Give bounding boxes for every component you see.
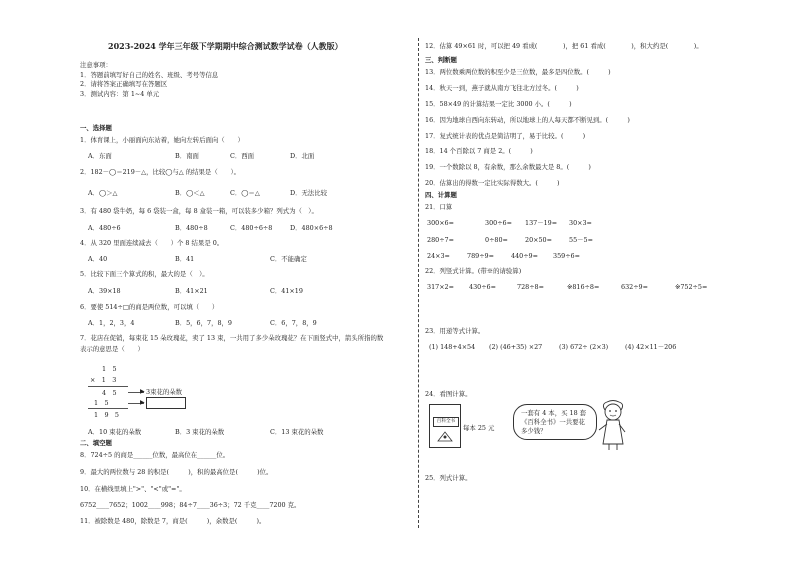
question-11: 11．被除数是 480，除数是 7，商是( )，余数是( )。 xyxy=(80,517,266,525)
option: D．480×6÷8 xyxy=(290,224,333,232)
question-4: 4．从 320 里面连续减去（ ）个 8 结果是 0。 xyxy=(80,239,224,247)
mental-item: 137－19= xyxy=(525,219,558,227)
column-divider xyxy=(418,38,419,528)
option: B．41×21 xyxy=(175,287,208,295)
question-2: 2．182－◯＝219－△，比较◯与△ 的结果是（ ）。 xyxy=(80,168,241,176)
calc-line: × 1 3 xyxy=(90,376,117,384)
calc-rule xyxy=(88,386,128,387)
option: A．480÷6 xyxy=(88,224,121,232)
mental-item: 20×50= xyxy=(525,236,552,244)
option: C．西面 xyxy=(230,152,255,160)
option: B．480÷8 xyxy=(175,224,208,232)
notes-heading: 注意事项： xyxy=(80,61,112,69)
question-9: 9．最大的两位数与 28 的积是( )，积的最高位是( )位。 xyxy=(80,468,273,476)
calc-rule xyxy=(88,408,128,409)
option: D．北面 xyxy=(290,152,315,160)
book-title: 百科全书 xyxy=(433,417,459,427)
option: A．40 xyxy=(88,255,108,263)
bubble-line: 《百科全书》一共要花 xyxy=(521,418,585,426)
girl-icon xyxy=(595,400,631,452)
question-14: 14．秋天一到，燕子就从南方飞往北方过冬。( ) xyxy=(425,84,579,92)
option: B．5，6，7，8，9 xyxy=(175,319,232,327)
stepwise-item: (1) 148+4×54 xyxy=(429,343,476,351)
left-column xyxy=(80,0,410,562)
option: B．41 xyxy=(175,255,195,263)
stepwise-item: (4) 42×11－206 xyxy=(625,343,677,351)
question-24: 24．看图计算。 xyxy=(425,390,472,398)
question-23: 23．用递等式计算。 xyxy=(425,327,485,335)
question-7: 7．花店在促销，每束花 15 朵玫瑰花，卖了 13 束，一共用了多少朵玫瑰花？在下面竖式中，箭头所指的数 xyxy=(80,334,384,342)
question-1: 1．体育课上，小丽面向东站着，她向左转后面向（ ） xyxy=(80,136,244,144)
right-column xyxy=(425,0,765,562)
mental-item: 280÷7= xyxy=(427,236,454,244)
question-6: 6．要使 514÷□的商是两位数，可以填（ ） xyxy=(80,303,219,311)
notes-item: 2．请将答案正确填写在答题区 xyxy=(80,80,168,88)
option: A．39×18 xyxy=(88,287,121,295)
question-3: 3．有 480 袋牛奶，每 6 袋装一盒，每 8 盒装一箱，可以装多少箱？列式为（ ）。 xyxy=(80,207,318,215)
option: C．13 束花的朵数 xyxy=(270,428,324,436)
vertical-item: 430÷6= xyxy=(469,283,496,291)
mental-item: 300×6= xyxy=(427,219,454,227)
question-13: 13．两位数乘两位数的积至少是三位数，最多是四位数。( ) xyxy=(425,68,611,76)
question-21: 21．口算 xyxy=(425,203,453,211)
notes-item: 1．答题前填写好自己的姓名、班级、考号等信息 xyxy=(80,71,219,79)
bubble-line: 多少钱？ xyxy=(521,427,547,435)
question-7-cont: 表示的意思是（ ） xyxy=(80,345,144,353)
mental-item: 789÷9= xyxy=(467,252,494,260)
section-choice: 一、选择题 xyxy=(80,124,112,132)
mental-item: 0÷80= xyxy=(485,236,508,244)
option: C．480÷6÷8 xyxy=(230,224,273,232)
mental-item: 300÷6= xyxy=(485,219,512,227)
answer-box xyxy=(146,397,186,409)
vertical-item: 632÷9= xyxy=(621,283,648,291)
exam-title: 2023-2024 学年三年级下学期期中综合测试数学试卷（人教版） xyxy=(108,41,343,51)
mental-item: 24×3= xyxy=(427,252,450,260)
arrow-head-icon: ▶ xyxy=(140,388,145,395)
vertical-item: 317×2= xyxy=(427,283,454,291)
book-price: 每本 25 元 xyxy=(463,424,495,432)
option: D．无法比较 xyxy=(290,189,328,197)
question-16: 16．因为地球自西向东转动，所以地球上的人每天都不断见到。( ) xyxy=(425,116,630,124)
mental-item: 440÷9= xyxy=(511,252,538,260)
option: B．◯＜△ xyxy=(175,189,205,197)
question-10: 10．在横线里填上">"、"<"或"="。 xyxy=(80,485,186,493)
option: C．41×19 xyxy=(270,287,303,295)
question-17: 17．复式统计表的优点是简洁明了，易于比较。( ) xyxy=(425,132,586,140)
calc-line: 1 5 xyxy=(102,365,117,373)
option: C．◯＝△ xyxy=(230,189,260,197)
mental-item: 30×3= xyxy=(569,219,592,227)
option: C．不能确定 xyxy=(270,255,307,263)
stepwise-item: (2) (46+35) ×27 xyxy=(489,343,543,351)
mental-item: 55－5= xyxy=(569,236,593,244)
question-25: 25．列式计算。 xyxy=(425,474,472,482)
question-22: 22．列竖式计算。(带※的请验算) xyxy=(425,267,522,275)
question-10-items: 6752____7652；1002____998；84÷7____36÷3；72 千克____7200 克。 xyxy=(80,501,301,509)
vertical-item: 728÷8= xyxy=(517,283,544,291)
question-8: 8．724÷5 的商是______位数，最高位在______位。 xyxy=(80,451,230,459)
question-5: 5．比较下面三个算式的积，最大的是（ ）。 xyxy=(80,270,209,278)
bubble-line: 一套有 4 本，买 18 套 xyxy=(521,409,587,417)
question-12: 12．估算 49×61 时，可以把 49 看成( )，把 61 看成( )，积大约是( )。 xyxy=(425,42,703,50)
option: A．1，2，3，4 xyxy=(88,319,135,327)
mental-item: 359÷6= xyxy=(553,252,580,260)
vertical-item: ※816÷8= xyxy=(567,283,600,291)
option: A．东面 xyxy=(88,152,112,160)
section-fill: 二、填空题 xyxy=(80,439,112,447)
section-calc: 四、计算题 xyxy=(425,191,457,199)
option: A．10 束花的朵数 xyxy=(88,428,142,436)
book-illustration xyxy=(429,404,461,448)
calc-line: 4 5 xyxy=(102,389,117,397)
calc-line: 1 5 xyxy=(94,399,109,407)
vertical-item: ※752÷5= xyxy=(675,283,708,291)
book-cover-icon xyxy=(436,429,454,443)
section-judge: 三、判断题 xyxy=(425,56,457,64)
option: C．6，7，8，9 xyxy=(270,319,317,327)
option: A．◯＞△ xyxy=(88,189,118,197)
question-20: 20．估算出的得数一定比实际得数大。( ) xyxy=(425,179,560,187)
question-19: 19．一个数除以 8，有余数，那么余数最大是 8。( ) xyxy=(425,163,591,171)
question-15: 15．58×49 的计算结果一定比 3000 小。( ) xyxy=(425,100,572,108)
arrow-head-icon: ▶ xyxy=(140,399,145,406)
question-18: 18．14 个百除以 7 商是 2。( ) xyxy=(425,147,533,155)
calc-line: 1 9 5 xyxy=(94,411,119,419)
option: B．3 束花的朵数 xyxy=(175,428,225,436)
notes-item: 3．测试内容：第 1~4 单元 xyxy=(80,90,160,98)
stepwise-item: (3) 672÷ (2×3) xyxy=(559,343,609,351)
option: B．南面 xyxy=(175,152,199,160)
arrow-label: 3束花的朵数 xyxy=(146,388,183,396)
